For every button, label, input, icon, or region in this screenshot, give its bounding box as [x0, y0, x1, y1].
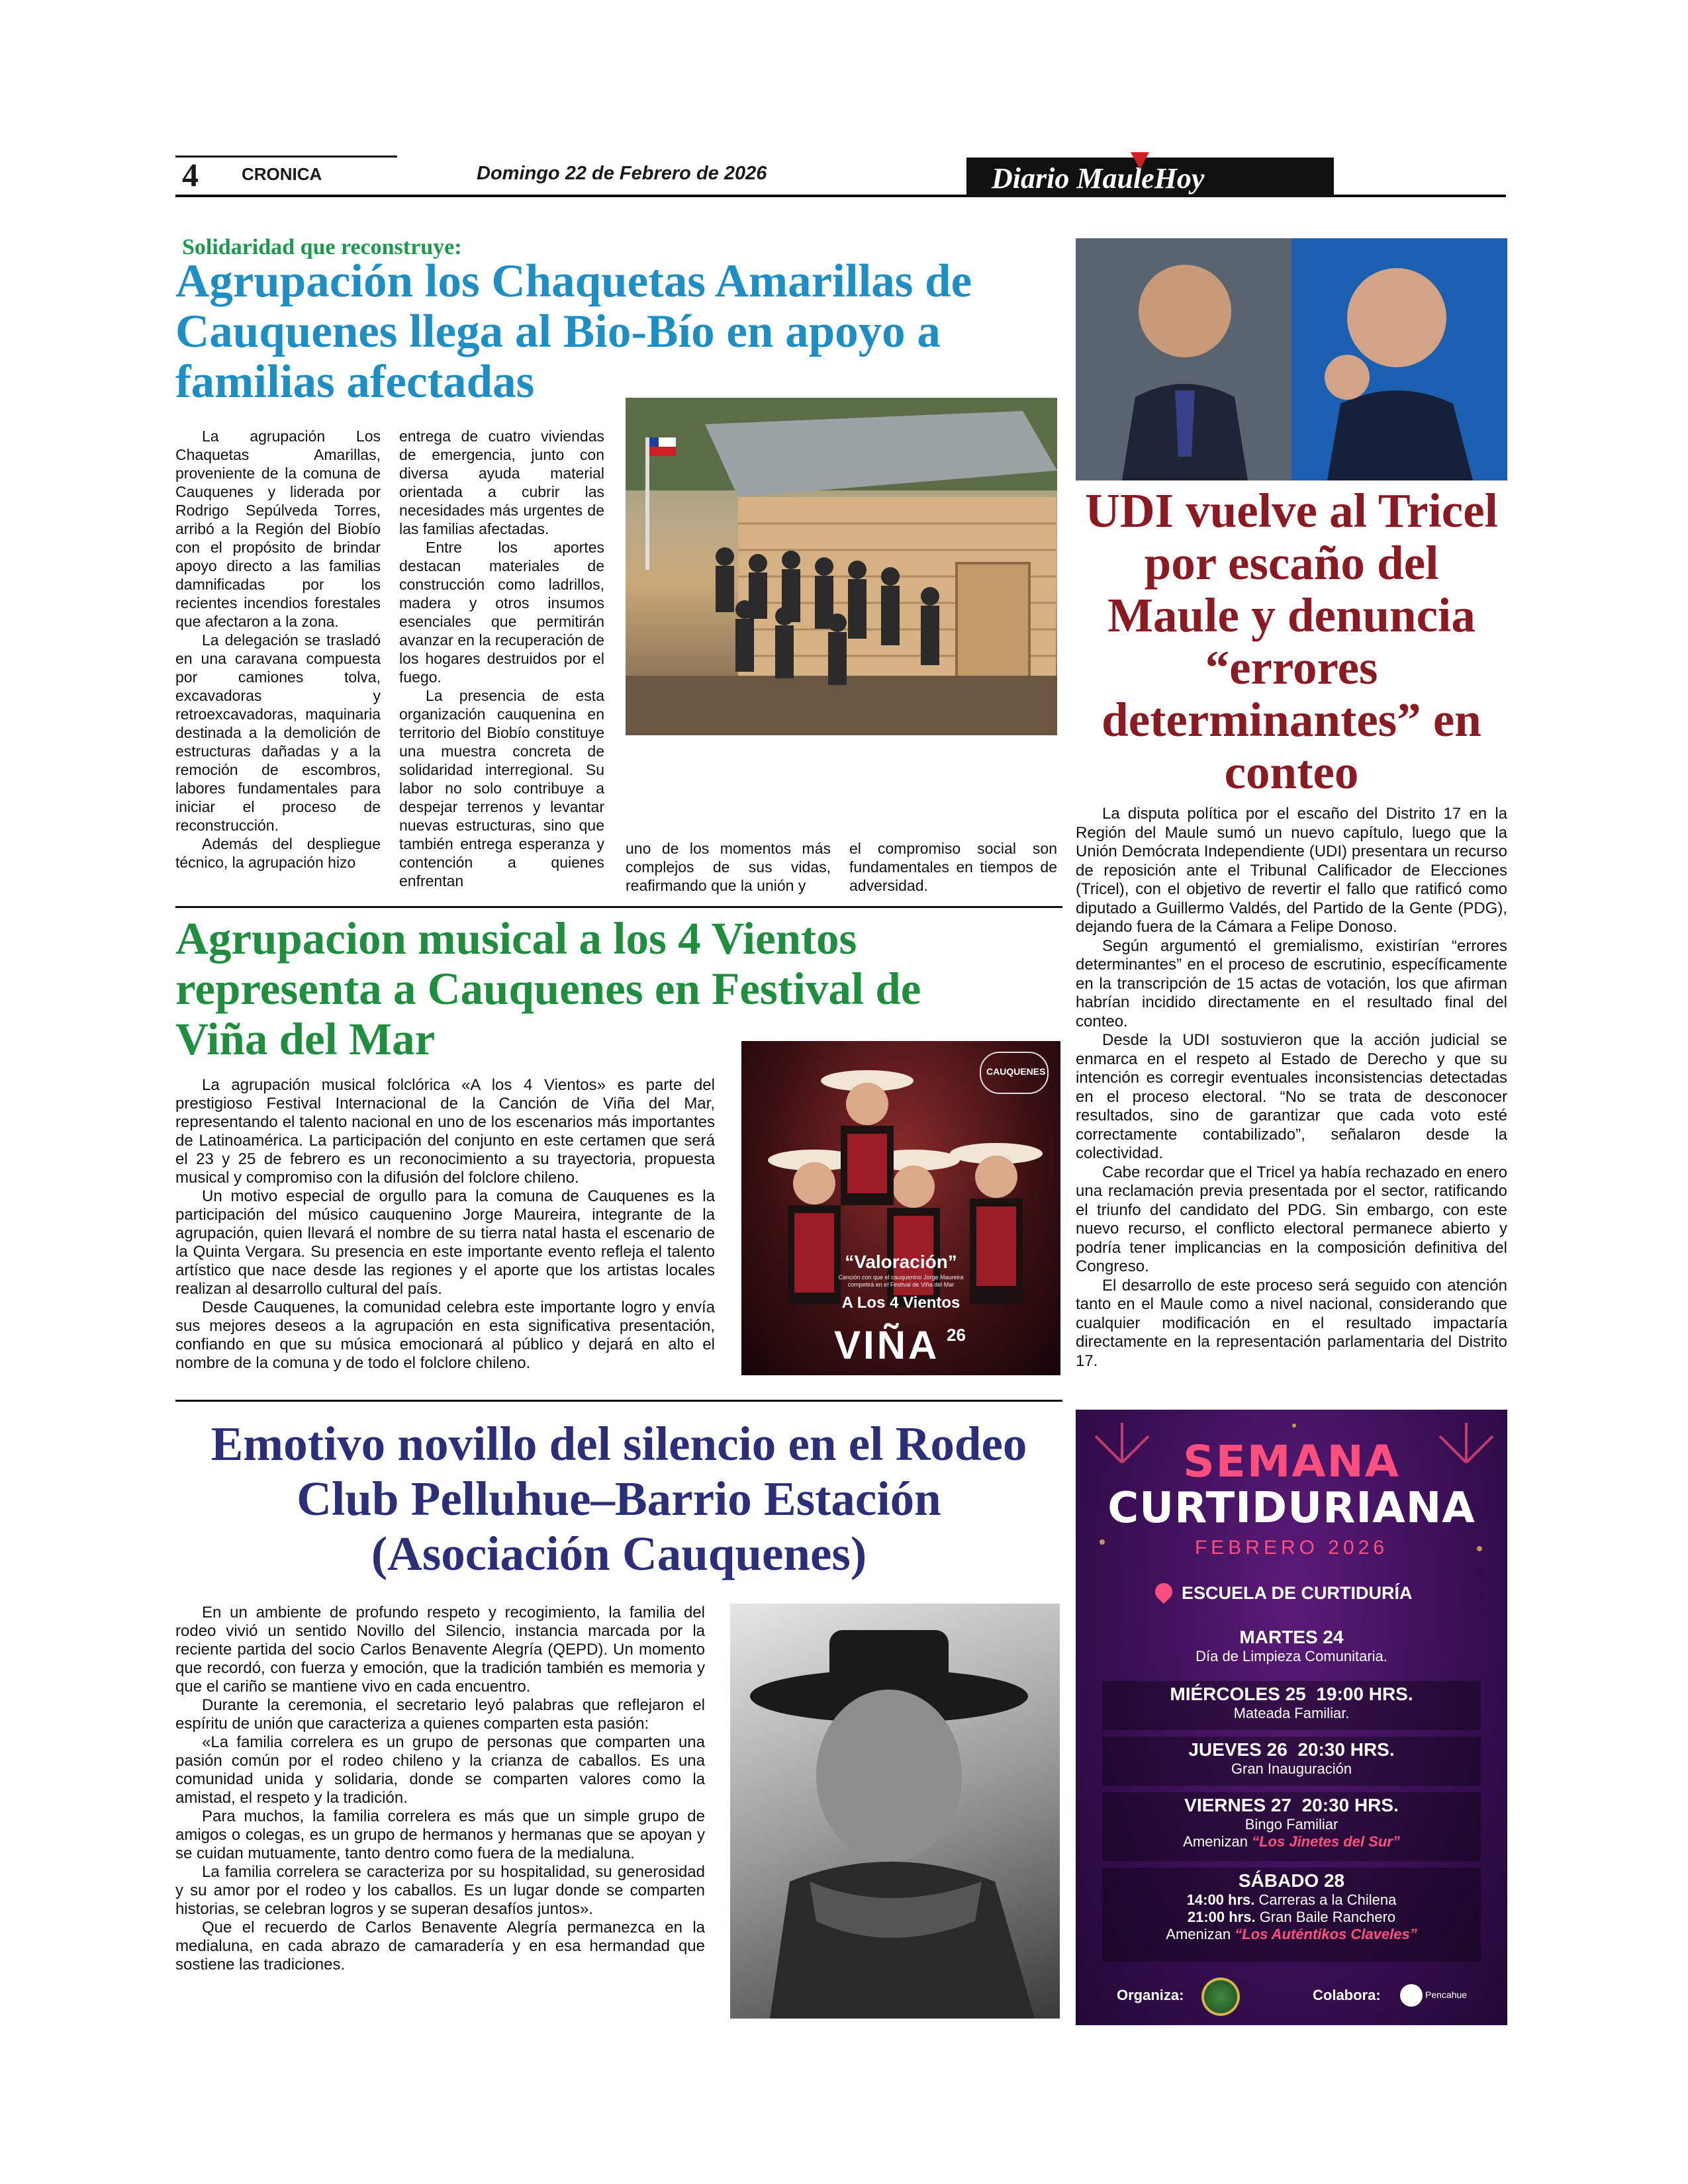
ad-day-martes-line: Día de Limpieza Comunitaria.: [1196, 1648, 1387, 1664]
map-pin-icon: [1152, 1580, 1176, 1604]
article4-p2: Durante la ceremonia, el secretario leyó palabras que reflejaron el espíritu de unión que caracteriza a quienes comparten esta pasión:: [175, 1696, 705, 1733]
ad-day-viernes-title: VIERNES 27: [1184, 1795, 1291, 1815]
article1-col3: uno de los momentos más complejos de sus vidas, reafirmando que la unión y: [626, 840, 831, 894]
ad-sponsor-name: Pencahue: [1425, 1989, 1468, 2000]
poster-group-name: A Los 4 Vientos: [841, 1294, 961, 1312]
article1-col1-p1: La agrupación Los Chaquetas Amarillas, proveniente de la comuna de Cauquenes y liderada por Rodrigo Sepúlveda Torres, arribó a la Región del Biobío con el propósito de brindar apoyo directo a las familias damnificadas por los recientes incendios forestales que afectaron a la zona.: [175, 428, 381, 630]
article1-col1: [175, 427, 381, 872]
ad-day-miercoles-title: MIÉRCOLES 25: [1170, 1684, 1306, 1704]
ad-location: [1155, 1583, 1460, 1610]
article1-col2-p1: entrega de cuatro viviendas de emergencia, junto con diversa ayuda material orientada a cubrir las necesidades más urgentes de las familias afectadas.: [399, 428, 604, 537]
ad-semana-curtiduriana: [1076, 1410, 1507, 2025]
ad-day-sabado-row2: [1102, 1909, 1481, 1926]
article1-col2-p2: Entre los aportes destacan materiales de construcción como ladrillos, madera y otros insumos esenciales que permitirán avanzar en la recuperación de los hogares destruidos por el fuego.: [399, 539, 604, 686]
article-udi: [1076, 238, 1507, 1390]
ad-day-jueves-line: Gran Inauguración: [1231, 1760, 1352, 1777]
poster-festival-name: VIÑA: [834, 1323, 940, 1367]
article3-body: [175, 1076, 715, 1373]
poster-badge-text: CAUQUENES: [986, 1066, 1046, 1077]
poster-festival-logo: [834, 1322, 980, 1369]
ad-day-sabado-title: SÁBADO 28: [1238, 1870, 1345, 1891]
article4-body: [175, 1604, 705, 1974]
article3-p2: Un motivo especial de orgullo para la comuna de Cauquenes es la participación del músico cauquenino Jorge Maureira, integrante de la agrupación, quien llevará el nombre de su tierra natal hasta el escenario de la Quinta Vergara. Su presencia en este importante evento refleja el talento artístico que nace desde las regiones y el aporte que los artistas locales realizan al desarrollo cultural del país.: [175, 1187, 715, 1298]
article3-headline: Agrupacion musical a los 4 Vientos representa a Cauquenes en Festival de Viña del Mar: [175, 913, 921, 1064]
header-top-rule-left: [175, 156, 397, 158]
ad-organiza-label: Organiza:: [1117, 1987, 1184, 2003]
ad-day-viernes: [1102, 1792, 1481, 1861]
ad-location-text: ESCUELA DE CURTIDURÍA: [1182, 1583, 1413, 1603]
ad-title-curtiduriana: CURTIDURIANA: [1107, 1484, 1476, 1533]
masthead: [966, 158, 1334, 195]
ad-day-sabado-event2: Gran Baile Ranchero: [1255, 1909, 1396, 1925]
article4-headline: Emotivo novillo del silencio en el Rodeo Club Pelluhue–Barrio Estación (Asociación Cauquenes): [211, 1417, 1027, 1580]
header: [175, 152, 1506, 199]
issue-date: Domingo 22 de Febrero de 2026: [477, 163, 767, 184]
ad-colabora-label: Colabora:: [1313, 1987, 1381, 2003]
ad-day-miercoles-line: Mateada Familiar.: [1233, 1705, 1350, 1721]
article-4-vientos: [175, 913, 1062, 1377]
politicians-portrait-illustration: [1076, 238, 1507, 480]
sponsor-logo-icon: [1400, 1984, 1423, 2007]
ad-day-miercoles: [1102, 1681, 1481, 1730]
huaso-portrait-illustration: [730, 1604, 1060, 2019]
article1-col1-p3: Además del despliegue técnico, la agrupación hizo: [175, 835, 381, 871]
masthead-red-mark-icon: [1131, 152, 1149, 169]
poster-caption: Canción con que el cauquenino Jorge Maureira competirá en el Festival de Viña del Mar: [838, 1274, 964, 1288]
article2-p3: Desde la UDI sostuvieron que la acción judicial se enmarca en el respeto al Estado de Derecho y que su intención es corregir eventuales inconsistencias detectadas en el proceso electoral. “No se trata de desconocer resultados, sino de garantizar que cada voto esté correctamente contabilizado”, señalaron desde la colectividad.: [1076, 1031, 1507, 1162]
article3-p1: La agrupación musical folclórica «A los 4 Vientos» es parte del prestigioso Festival Internacional de la Canción de Viña del Mar, representando el talento nacional en uno de los escenarios más importantes de Latinoamérica. La participación del conjunto en este certamen que será el 23 y 25 de febrero es un reconocimiento a su trayectoria, propuesta musical y compromiso con la difusión del folclore chileno.: [175, 1076, 715, 1187]
article3-poster: [741, 1041, 1060, 1375]
article4-photo-huaso: [730, 1604, 1060, 2019]
article4-p6: Que el recuerdo de Carlos Benavente Alegría permanezca en la medialuna, en cada abrazo de camaradería y en esa hermandad que sostiene las tradiciones.: [175, 1919, 705, 1974]
ad-day-miercoles-time: 19:00 HRS.: [1316, 1684, 1413, 1704]
construction-scene-illustration: [626, 398, 1057, 735]
ad-day-jueves-time: 20:30 HRS.: [1297, 1739, 1395, 1760]
ad-day-sabado-row1: [1102, 1891, 1481, 1909]
poster-badge: [980, 1052, 1049, 1094]
article2-p5: El desarrollo de este proceso será seguido con atención tanto en el Maule como a nivel nacional, considerando que cualquier modificación en el resultado impactaría directamente en la representación parlamentaria del Distrito 17.: [1076, 1276, 1507, 1370]
ad-day-viernes-amenizan-label: Amenizan: [1183, 1833, 1252, 1850]
article4-p4: Para muchos, la familia correlera es más que un simple grupo de amigos o colegas, es un grupo de hermanos y hermanas que se apoyan y se cuidan mutuamente, tanto dentro como fuera de la medialuna.: [175, 1807, 705, 1862]
ad-day-sabado: [1102, 1868, 1481, 1962]
article-chaquetas: [175, 235, 1062, 897]
article1-bottom-rule: [175, 906, 1062, 908]
ad-day-jueves: [1102, 1737, 1481, 1786]
ad-day-viernes-band: “Los Jinetes del Sur”: [1252, 1833, 1400, 1850]
ad-day-sabado-amenizan: [1102, 1926, 1481, 1943]
article3-bottom-rule: [175, 1400, 1062, 1402]
ad-day-sabado-time1: 14:00 hrs.: [1186, 1891, 1255, 1908]
article4-p5: La familia correlera se caracteriza por su hospitalidad, su generosidad y su amor por el rodeo y los caballos. Es un lugar donde se comparten historias, se celebran logros y se superan desafíos juntos».: [175, 1863, 705, 1918]
article1-col2-p3: La presencia de esta organización cauquenina en territorio del Biobío constituye una muestra concreta de solidaridad interregional. Su labor no solo contribuye a despejar terrenos y levantar nuevas estructuras, sino que también entrega esperanza y contención a quienes enfrentan: [399, 687, 604, 889]
article2-p1: La disputa política por el escaño del Distrito 17 en la Región del Maule sumó un nuevo capítulo, luego que la Unión Demócrata Independiente (UDI) presentara un recurso de reposición ante el Tribunal Calificador de Elecciones (Tricel), con el objetivo de revertir el fallo que ratificó como diputado a Guillermo Valdés, del Partido de la Gente (PDG), dejando fuera de la Cámara a Felipe Donoso.: [1076, 805, 1507, 936]
article2-photo-politicians: [1076, 238, 1507, 480]
ad-day-viernes-amenizan: [1102, 1833, 1481, 1850]
article1-col2: [399, 427, 604, 890]
article1-headline: Agrupación los Chaquetas Amarillas de Cauquenes llega al Bio-Bío en apoyo a familias afectadas: [175, 255, 972, 408]
article2-headline: UDI vuelve al Tricel por escaño del Maule y denuncia “errores determinantes” en conteo: [1085, 484, 1498, 799]
ad-day-sabado-event1: Carreras a la Chilena: [1254, 1891, 1397, 1908]
ad-day-sabado-amenizan-label: Amenizan: [1166, 1926, 1235, 1942]
article-novillo: [175, 1416, 1062, 2052]
masthead-title: Diario MauleHoy: [992, 162, 1205, 195]
organizer-seal-icon: [1201, 1978, 1240, 2016]
ad-title-semana: SEMANA: [1183, 1436, 1400, 1487]
article1-kicker: Solidaridad que reconstruye:: [182, 235, 462, 259]
ad-day-viernes-row: [1102, 1795, 1481, 1816]
ad-day-jueves-row: [1102, 1739, 1481, 1760]
ad-footer: [1076, 1972, 1507, 2025]
article2-p4: Cabe recordar que el Tricel ya había rechazado en enero una reclamación previa presentada por el sector, ratificando el triunfo del candidato del PDG. Sin embargo, con este nuevo recurso, el conflicto electoral permanece abierto y podría tener implicancias en la composición definitiva del Congreso.: [1076, 1163, 1507, 1275]
article1-col4: el compromiso social son fundamentales en tiempos de adversidad.: [849, 840, 1057, 894]
article2-p2: Según argumentó el gremialismo, existirían “errores determinantes” en el proceso de escrutinio, específicamente en la transcripción de 15 actas de votación, los que afirman habrían incidido directamente en el resultado final del conteo.: [1076, 936, 1507, 1030]
ad-day-viernes-time: 20:30 HRS.: [1301, 1795, 1399, 1815]
article4-p3: «La familia correlera es un grupo de personas que comparten una pasión común por el rodeo chileno y la crianza de caballos. Es una comunidad unida y solidaria, donde se comparten valores como la amistad, el respeto y la tradición.: [175, 1733, 705, 1807]
article2-body: [1076, 805, 1507, 1371]
ad-day-jueves-title: JUEVES 26: [1188, 1739, 1288, 1760]
article1-photo-emergency-house: [626, 398, 1057, 735]
header-bottom-rule: [175, 195, 1506, 197]
ad-day-viernes-line: Bingo Familiar: [1244, 1816, 1338, 1833]
article3-p3: Desde Cauquenes, la comunidad celebra este importante logro y envía sus mejores deseos a la agrupación en esta significativa presentación, confiando en que su música emocionará al público y dejará en alto el nombre de la comuna y de todo el folclore chileno.: [175, 1298, 715, 1372]
ad-day-martes-title: MARTES 24: [1239, 1627, 1344, 1647]
ad-day-miercoles-row: [1102, 1684, 1481, 1705]
poster-festival-year: 26: [947, 1325, 966, 1345]
ad-day-sabado-time2: 21:00 hrs.: [1187, 1909, 1256, 1925]
poster-valoracion: “Valoración”: [845, 1251, 957, 1272]
ad-day-martes: [1102, 1627, 1481, 1674]
page-number: 4: [182, 156, 199, 193]
article1-col1-p2: La delegación se trasladó en una caravana compuesta por camiones tolva, excavadoras y retroexcavadoras, maquinaria destinada a la demolición de estructuras dañadas y a la remoción de escombros, labores fundamentales para iniciar el proceso de reconstrucción.: [175, 631, 381, 834]
section-label: CRONICA: [242, 164, 322, 184]
article4-p1: En un ambiente de profundo respeto y recogimiento, la familia del rodeo vivió un sentido Novillo del Silencio, instancia marcada por la reciente partida del socio Carlos Benavente Alegría (QEPD). Un momento que recordó, con fuerza y emoción, que la tradición también es memoria y que el cariño se mantiene vivo en cada encuentro.: [175, 1604, 705, 1696]
ad-day-sabado-band: “Los Auténtikos Claveles”: [1235, 1926, 1417, 1942]
ad-subtitle: FEBRERO 2026: [1194, 1537, 1389, 1559]
